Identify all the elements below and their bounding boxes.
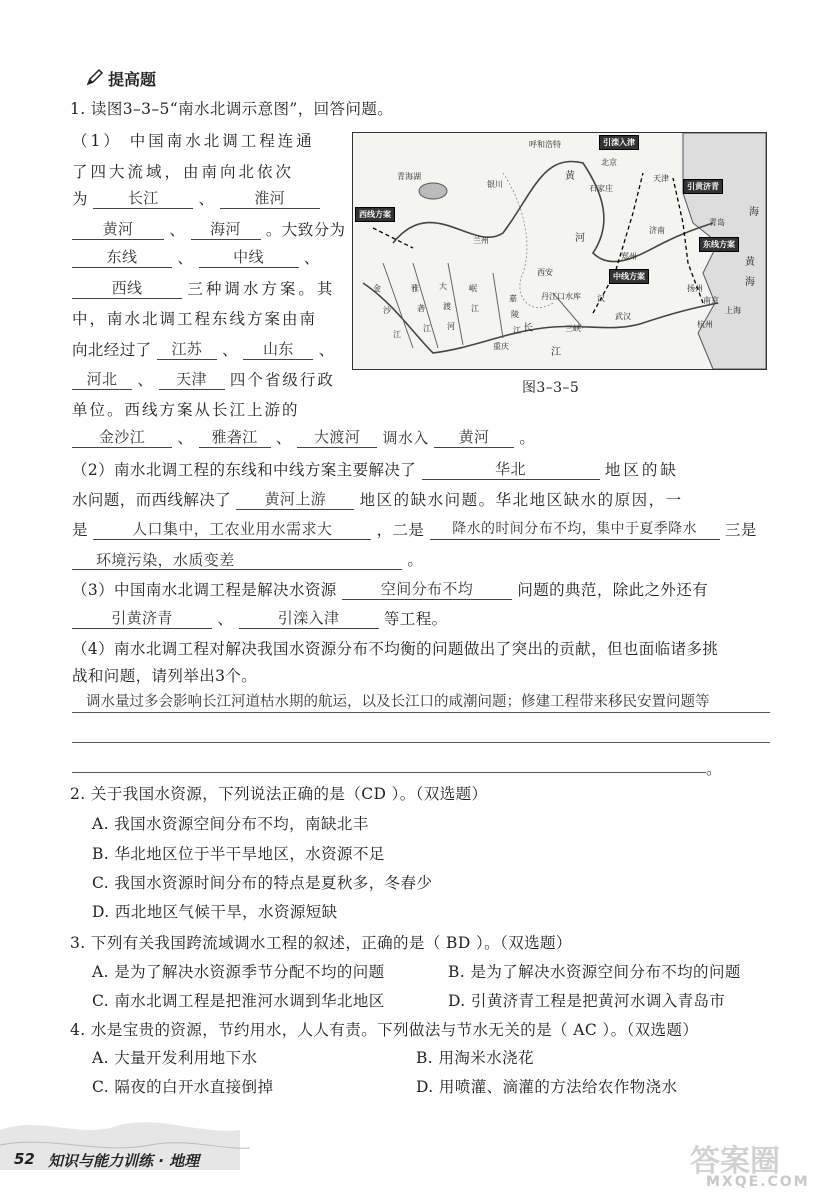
book-title: 知识与能力训练 · 地理 <box>48 1152 200 1170</box>
q1-p1-line2: 了四大流域，由南向北依次 <box>72 163 295 181</box>
answer-haihe: 海河 <box>191 219 261 240</box>
q1-p3-line2: 引黄济青 、 引滦入津 等工程。 <box>72 607 448 629</box>
q1-p2-line1: （2）南水北调工程的东线和中线方案主要解决了 华北 地区的缺 <box>72 460 679 479</box>
q1-p1-line9: 河北 、 天津 四个省级行政 <box>72 368 335 390</box>
map-label-xian: 西安 <box>537 268 553 277</box>
q4-stem: 4. 水是宝贵的资源，节约用水，人人有责。下列做法与节水无关的是（ AC ）。（双选题） <box>70 1021 699 1039</box>
map-label-jinsha-1: 金 <box>373 284 381 293</box>
figure-caption: 图3–3–5 <box>522 380 580 396</box>
map-label-huhehaote: 呼和浩特 <box>529 140 561 149</box>
q4-option-a: A. 大量开发利用地下水 <box>92 1049 258 1067</box>
map-label-jialing-3: 江 <box>513 326 521 335</box>
q1-p1-line6: 西线 三种调水方案。其 <box>72 277 335 299</box>
answer-reason-2: 降水的时间分布不均，集中于夏季降水 <box>430 519 720 540</box>
map-label-lanzhou: 兰州 <box>473 236 489 245</box>
q1-p4-line1: （4）南水北调工程对解决我国水资源分布不均衡的问题做出了突出的贡献，但也面临诸多挑 <box>72 640 719 658</box>
map-label-yjjq: 引黄济青 <box>683 179 723 194</box>
q1-p1-line3: 为 长江 、 淮河 <box>72 187 320 209</box>
answer-yangtze: 长江 <box>93 188 193 209</box>
answer-ylrj: 引滦入津 <box>239 608 379 629</box>
map-label-zhengzhou: 郑州 <box>621 252 637 261</box>
map-label-shanghai: 上海 <box>725 306 741 315</box>
map-label-yangzhou: 扬州 <box>687 284 703 293</box>
q2-option-d: D. 西北地区气候干旱，水资源短缺 <box>92 903 338 921</box>
map-label-shijiazhuang: 石家庄 <box>589 184 613 193</box>
q3-option-d: D. 引黄济青工程是把黄河水调入青岛市 <box>448 992 726 1010</box>
map-label-wuhan: 武汉 <box>615 312 631 321</box>
watermark-url: MXQE.COM <box>706 1174 810 1190</box>
map-label-jinsha-3: 江 <box>393 330 401 339</box>
q1-stem: 1. 读图3–3–5“南水北调示意图”，回答问题。 <box>70 100 394 118</box>
q3-stem: 3. 下列有关我国跨流域调水工程的叙述，正确的是（ BD ）。（双选题） <box>70 934 572 952</box>
answer-dadu: 大渡河 <box>297 427 377 448</box>
answer-west-route: 西线 <box>72 278 182 299</box>
answer-reason-3: 环境污染，水质变差 <box>72 550 402 570</box>
map-label-west-route: 西线方案 <box>355 207 395 222</box>
q4-option-b: B. 用淘米水浇花 <box>416 1049 534 1067</box>
answer-line-2 <box>72 742 770 743</box>
answer-east-route: 东线 <box>72 247 172 268</box>
q1-p1-line4: 黄河 、 海河 。大致分为 <box>72 218 345 240</box>
q1-p1-line7: 中，南水北调工程东线方案由南 <box>72 310 318 328</box>
section-title: 提高题 <box>108 70 157 89</box>
period: 。 <box>706 760 722 778</box>
answer-reason-1: 人口集中，工农业用水需求大 <box>93 519 371 540</box>
q2-option-b: B. 华北地区位于半干旱地区，水资源不足 <box>92 845 385 863</box>
map-label-ylrj: 引滦入津 <box>599 135 639 150</box>
map-label-beijing: 北京 <box>601 158 617 167</box>
q3-option-c: C. 南水北调工程是把淮河水调到华北地区 <box>92 992 385 1010</box>
map-label-han: 汉 <box>597 294 605 303</box>
answer-jiangsu: 江苏 <box>157 339 217 360</box>
map-label-dadu-3: 河 <box>447 322 455 331</box>
q1-p1-line1: （1） 中国南水北调工程连通 <box>72 132 315 150</box>
answer-huabei: 华北 <box>422 459 600 480</box>
watermark-text: 答案圈 <box>690 1144 780 1179</box>
map-label-east-route: 东线方案 <box>699 237 739 252</box>
answer-p4: 调水量过多会影响长江河道枯水期的航运，以及长江口的咸潮问题；修建工程带来移民安置问题等 <box>86 694 710 710</box>
map-label-jinan: 济南 <box>649 226 665 235</box>
answer-upper-yellow-river: 黄河上游 <box>236 489 354 510</box>
pencil-icon <box>86 68 104 86</box>
q1-p1-line5: 东线 、 中线 、 <box>72 246 320 268</box>
map-label-huang: 黄 <box>565 171 575 182</box>
q1-p1-line11: 金沙江 、 雅砻江 、 大渡河 调水入 黄河 。 <box>72 426 535 448</box>
q1-p1-line10: 单位。西线方案从长江上游的 <box>72 401 300 419</box>
map-label-hai: 海 <box>749 207 759 218</box>
q1-p1-line8: 向北经过了 江苏 、 山东 、 <box>72 340 335 359</box>
q4-option-c: C. 隔夜的白开水直接倒掉 <box>92 1078 274 1096</box>
answer-line-1 <box>72 712 770 713</box>
map-label-dadu-2: 渡 <box>443 302 451 311</box>
q2-stem: 2. 关于我国水资源，下列说法正确的是（CD ）。（双选题） <box>70 785 488 803</box>
map-label-qinghaihu: 青海湖 <box>397 172 421 181</box>
q1-p2-line2: 水问题，而西线解决了 黄河上游 地区的缺水问题。华北地区缺水的原因，一 <box>72 490 683 509</box>
map-label-min-1: 岷 <box>469 284 477 293</box>
answer-middle-route: 中线 <box>199 247 299 268</box>
map-label-min-2: 江 <box>471 304 479 313</box>
answer-huanghe-2: 黄河 <box>434 427 514 448</box>
map-label-danjiangkou: 丹江口水库 <box>541 292 581 301</box>
map-label-hai-sea: 海 <box>745 277 755 288</box>
answer-line-3 <box>72 772 706 773</box>
page-number: 52 <box>14 1150 35 1168</box>
map-label-middle-route: 中线方案 <box>609 269 649 284</box>
map-label-he: 河 <box>575 233 585 244</box>
map-label-hangzhou: 杭州 <box>697 320 713 329</box>
map-label-chang: 长 <box>523 323 533 334</box>
q1-p4-line2: 战和问题，请列举出3个。 <box>72 667 258 685</box>
q1-p3-line1: （3）中国南水北调工程是解决水资源 空间分布不均 问题的典范，除此之外还有 <box>72 580 709 599</box>
map-label-dadu-1: 大 <box>439 282 447 291</box>
map-label-sanxia: 三峡 <box>565 324 581 333</box>
map-label-yinchuan: 银川 <box>487 180 503 189</box>
answer-shandong: 山东 <box>243 339 313 360</box>
q2-option-a: A. 我国水资源空间分布不均，南缺北丰 <box>92 815 369 833</box>
map-label-nanjing: 南京 <box>703 296 719 305</box>
q4-option-d: D. 用喷灌、滴灌的方法给农作物浇水 <box>416 1078 678 1096</box>
answer-yalong: 雅砻江 <box>199 427 271 448</box>
map-label-jiang: 江 <box>551 347 561 358</box>
answer-yjjq: 引黄济青 <box>72 608 212 629</box>
q1-p2-line3: 是 人口集中，工农业用水需求大 ，二是 降水的时间分布不均，集中于夏季降水 三是 <box>72 520 757 539</box>
south-north-water-diversion-map <box>352 132 767 370</box>
q1-p2-line4: 环境污染，水质变差 。 <box>72 548 423 570</box>
answer-huanghe: 黄河 <box>72 219 164 240</box>
map-label-yalong-1: 雅 <box>411 284 419 293</box>
map-label-jialing-2: 陵 <box>511 310 519 319</box>
answer-huaihe: 淮河 <box>220 188 320 209</box>
map-label-yalong-3: 江 <box>423 324 431 333</box>
map-label-qingdao: 青岛 <box>709 218 725 227</box>
map-label-huang-sea: 黄 <box>745 257 755 268</box>
map-label-jinsha-2: 沙 <box>383 306 391 315</box>
map-label-jialing-1: 嘉 <box>509 294 517 303</box>
q3-option-a: A. 是为了解决水资源季节分配不均的问题 <box>92 963 385 981</box>
answer-hebei: 河北 <box>72 369 132 390</box>
answer-tianjin: 天津 <box>159 369 225 390</box>
answer-spatial: 空间分布不均 <box>342 579 512 600</box>
q2-option-c: C. 我国水资源时间分布的特点是夏秋多，冬春少 <box>92 874 433 892</box>
map-label-yalong-2: 砻 <box>417 304 425 313</box>
map-label-tianjin: 天津 <box>653 174 669 183</box>
q3-option-b: B. 是为了解决水资源空间分布不均的问题 <box>448 963 741 981</box>
answer-jinsha: 金沙江 <box>72 427 172 448</box>
map-label-chongqing: 重庆 <box>493 342 509 351</box>
